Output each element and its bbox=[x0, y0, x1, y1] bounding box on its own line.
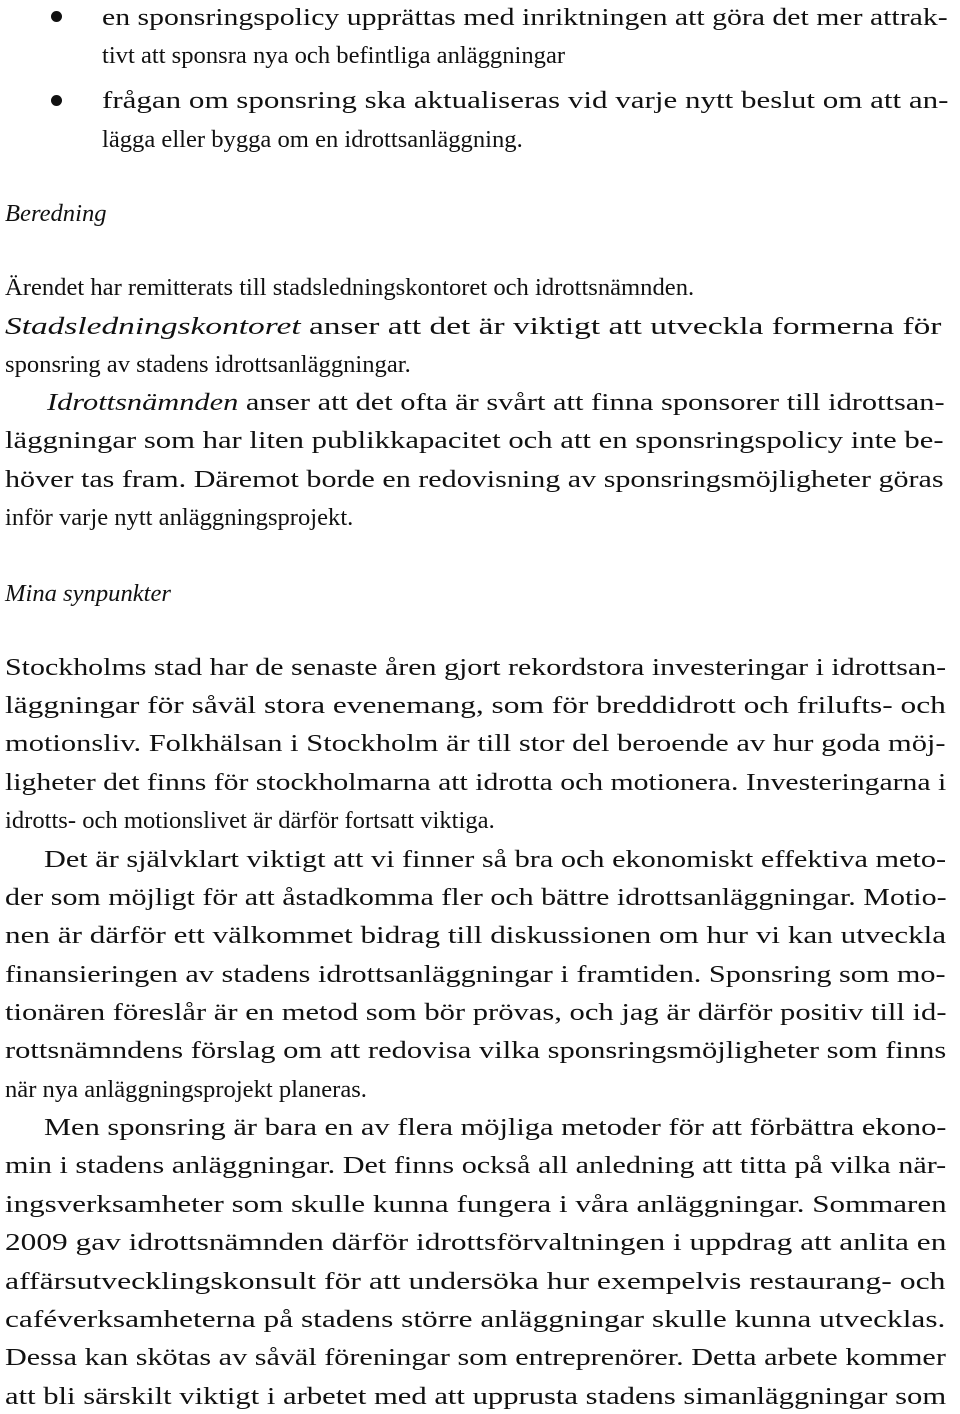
bullet-1-line-2: tivt att sponsra nya och befintliga anläggningar bbox=[102, 42, 566, 69]
paragraph-line: min i stadens anläggningar. Det finns också all anledning att titta på vilka när- bbox=[5, 1152, 947, 1179]
paragraph-line: Dessa kan skötas av såväl föreningar som entreprenörer. Detta arbete kommer bbox=[5, 1344, 946, 1371]
paragraph-line: sponsring av stadens idrottsanläggningar. bbox=[5, 351, 411, 378]
paragraph-line: höver tas fram. Däremot borde en redovisning av sponsringsmöjligheter göras bbox=[5, 466, 944, 493]
paragraph-line: motionsliv. Folkhälsan i Stockholm är till stor del beroende av hur goda möj- bbox=[5, 730, 946, 757]
paragraph-line bbox=[47, 391, 945, 416]
paragraph-line: idrotts- och motionslivet är därför fortsatt viktiga. bbox=[5, 807, 495, 834]
paragraph-line: tionären föreslår är en metod som bör prövas, och jag är därför positiv till id- bbox=[5, 999, 947, 1026]
bullet-2-line-1: frågan om sponsring ska aktualiseras vid varje nytt beslut om att an- bbox=[102, 87, 949, 114]
paragraph-line: Ärendet har remitterats till stadsledningskontoret och idrottsnämnden. bbox=[5, 274, 695, 301]
bullet-1-line-1: en sponsringspolicy upprättas med inriktningen att göra det mer attrak- bbox=[102, 4, 948, 31]
paragraph-line: nen är därför ett välkommet bidrag till diskussionen om hur vi kan utveckla bbox=[5, 922, 947, 949]
paragraph-line: caféverksamheterna på stadens större anläggningar skulle kunna utvecklas. bbox=[5, 1306, 946, 1333]
paragraph-line: affärsutvecklingskonsult för att undersöka hur exempelvis restaurang- och bbox=[5, 1268, 946, 1295]
paragraph-line bbox=[5, 315, 941, 340]
paragraph-line: rottsnämndens förslag om att redovisa vilka sponsringsmöjligheter som finns bbox=[5, 1037, 947, 1064]
paragraph-text: anser att det är viktigt att utveckla formerna för bbox=[300, 313, 942, 340]
section-heading-beredning: Beredning bbox=[5, 200, 107, 227]
paragraph-line: när nya anläggningsprojekt planeras. bbox=[5, 1076, 367, 1103]
bullet-icon bbox=[51, 95, 62, 106]
paragraph-line: finansieringen av stadens idrottsanläggningar i framtiden. Sponsring som mo- bbox=[5, 961, 946, 988]
paragraph-line: ingsverksamheter som skulle kunna fungera i våra anläggningar. Sommaren bbox=[5, 1191, 947, 1218]
paragraph-line: ligheter det finns för stockholmarna att idrotta och motionera. Investeringarna i bbox=[5, 769, 947, 796]
paragraph-line: inför varje nytt anläggningsprojekt. bbox=[5, 504, 354, 531]
paragraph-line: der som möjligt för att åstadkomma fler och bättre idrottsanläggningar. Motio- bbox=[5, 884, 947, 911]
emphasis-stadsledningskontoret: Stadsledningskontoret bbox=[5, 313, 301, 340]
paragraph-line: läggningar som har liten publikkapacitet och att en sponsringspolicy inte be- bbox=[5, 427, 944, 454]
paragraph-line: Det är självklart viktigt att vi finner så bra och ekonomiskt effektiva meto- bbox=[44, 846, 947, 873]
paragraph-line: Men sponsring är bara en av flera möjliga metoder för att förbättra ekono- bbox=[44, 1114, 947, 1141]
bullet-icon bbox=[51, 11, 62, 22]
emphasis-idrottsnamnden: Idrottsnämnden bbox=[47, 389, 239, 416]
paragraph-line: Stockholms stad har de senaste åren gjort rekordstora investeringar i idrottsan- bbox=[5, 654, 947, 681]
section-heading-synpunkter: Mina synpunkter bbox=[5, 580, 171, 607]
paragraph-line: att bli särskilt viktigt i arbetet med att upprusta stadens simanläggningar som bbox=[5, 1383, 947, 1410]
paragraph-line: 2009 gav idrottsnämnden därför idrottsförvaltningen i uppdrag att anlita en bbox=[5, 1229, 947, 1256]
paragraph-line: läggningar för såväl stora evenemang, som för breddidrott och frilufts- och bbox=[5, 692, 946, 719]
paragraph-text: anser att det ofta är svårt att finna sponsorer till idrottsan- bbox=[238, 389, 945, 416]
bullet-2-line-2: lägga eller bygga om en idrottsanläggning. bbox=[102, 126, 523, 153]
